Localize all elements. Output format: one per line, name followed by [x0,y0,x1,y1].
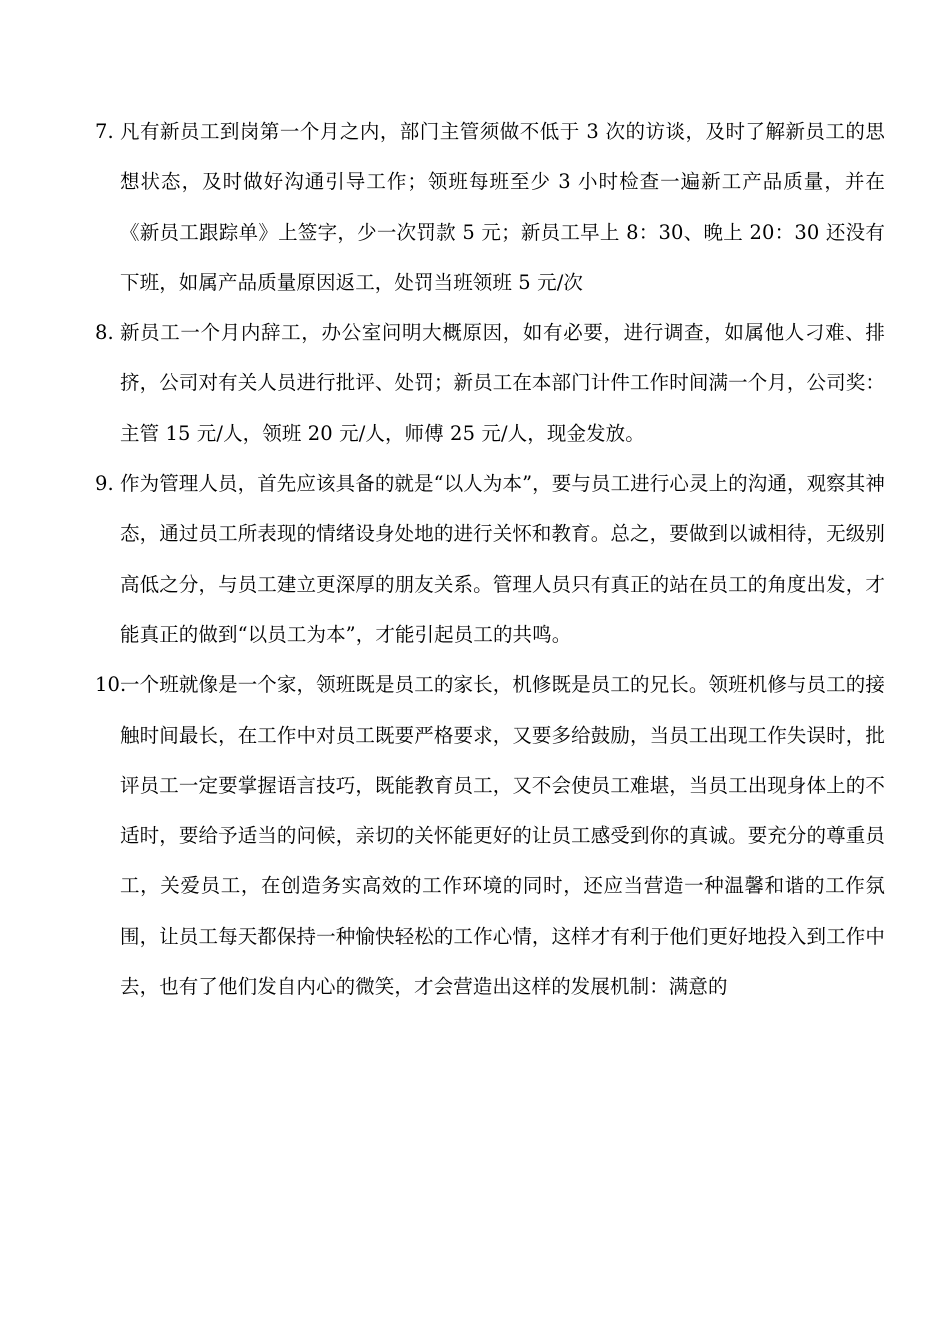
list-item-text: 凡有新员工到岗第一个月之内，部门主管须做不低于 3 次的访谈，及时了解新员工的思想状态，及时做好沟通引导工作；领班每班至少 3 小时检查一遍新工产品质量，并在《新员工跟踪单》上签字，少一次罚款 5 元；新员工早上 8：30、晚上 20：30 还没有下班，如属产品质量原因返工，处罚当班领班 5 元/次 [120,120,885,294]
list-item-text: 作为管理人员，首先应该具备的就是“以人为本”，要与员工进行心灵上的沟通，观察其神态，通过员工所表现的情绪设身处地的进行关怀和教育。总之，要做到以诚相待，无级别高低之分，与员工建立更深厚的朋友关系。管理人员只有真正的站在员工的角度出发，才能真正的做到“以员工为本”，才能引起员工的共鸣。 [120,472,885,646]
list-item-number: 7. [95,120,114,143]
list-item [95,459,885,660]
list-item-text: 新员工一个月内辞工，办公室问明大概原因，如有必要，进行调查，如属他人刁难、排挤，公司对有关人员进行批评、处罚；新员工在本部门计件工作时间满一个月，公司奖：主管 15 元/人，领班 20 元/人，师傅 25 元/人，现金发放。 [120,321,885,445]
list-item [95,308,885,459]
list-item-number: 10. [95,673,127,697]
list-item [95,660,885,1012]
numbered-list [95,107,885,1012]
list-item-text: 一个班就像是一个家，领班既是员工的家长，机修既是员工的兄长。领班机修与员工的接触时间最长，在工作中对员工既要严格要求，又要多给鼓励，当员工出现工作失误时，批评员工一定要掌握语言技巧，既能教育员工，又不会使员工难堪，当员工出现身体上的不适时，要给予适当的问候，亲切的关怀能更好的让员工感受到你的真诚。要充分的尊重员工，关爱员工，在创造务实高效的工作环境的同时，还应当营造一种温馨和谐的工作氛围，让员工每天都保持一种愉快轻松的工作心情，这样才有利于他们更好地投入到工作中去，也有了他们发自内心的微笑，才会营造出这样的发展机制：满意的 [120,673,885,999]
list-item-number: 9. [95,472,114,496]
list-item [95,107,885,308]
list-item-number: 8. [95,321,114,345]
